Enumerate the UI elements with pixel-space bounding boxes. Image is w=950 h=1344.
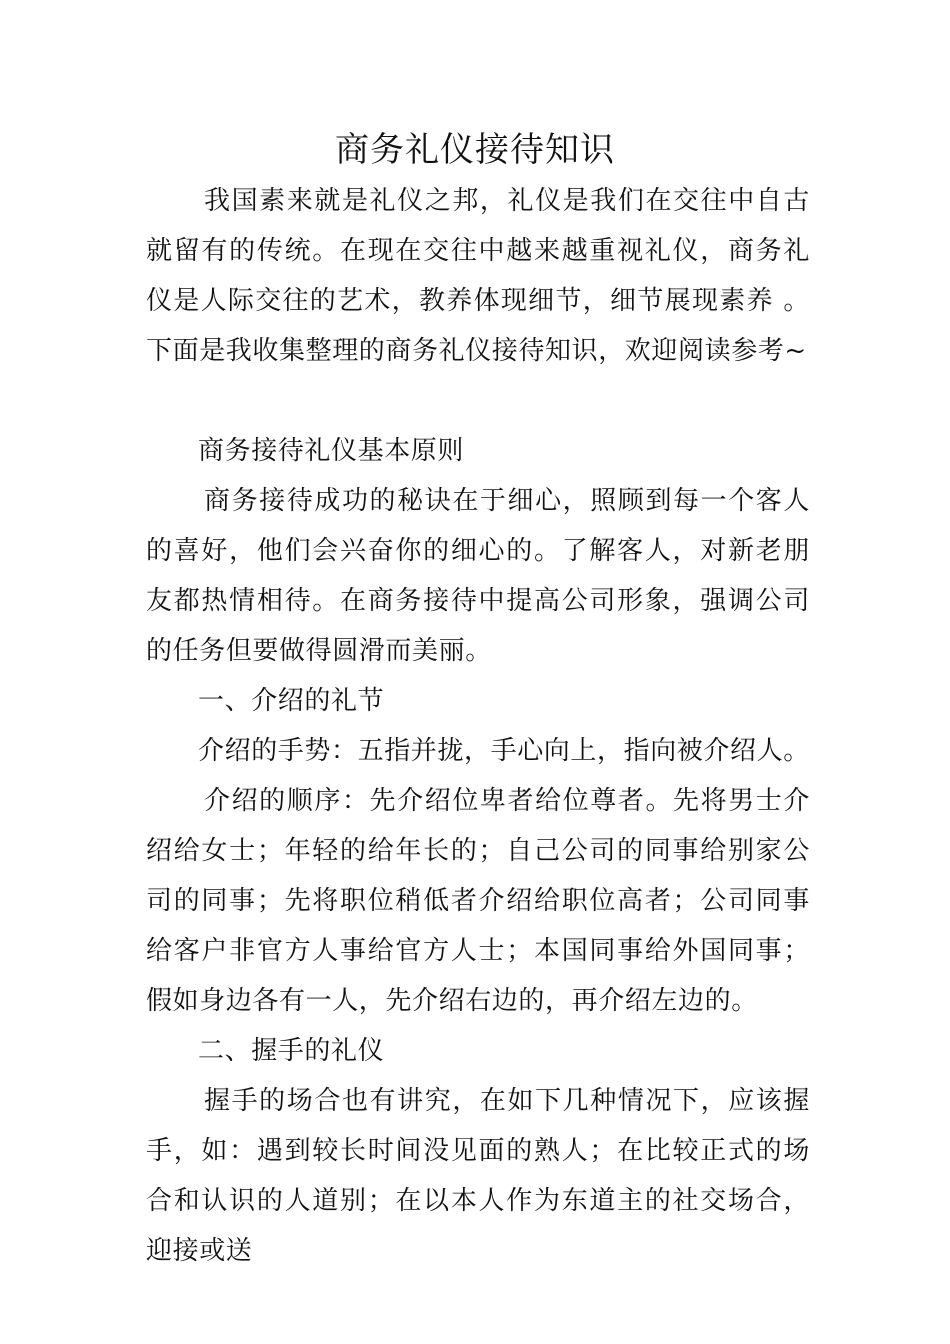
- paragraph-gap: [146, 376, 810, 426]
- document-body: [146, 176, 810, 1276]
- section-heading-principles: 商务接待礼仪基本原则: [198, 436, 465, 466]
- section-heading-handshake: 二、握手的礼仪: [198, 1036, 385, 1066]
- introduction-order-paragraph: 介绍的顺序：先介绍位卑者给位尊者。先将男士介绍给女士；年轻的给年长的；自己公司的同事给别家公司的同事；先将职位稍低者介绍给职位高者；公司同事给客户非官方人事给官方人士；本国同事给外国同事；假如身边各有一人，先介绍右边的，再介绍左边的。: [146, 786, 810, 1016]
- introduction-gesture-paragraph: 介绍的手势：五指并拢，手心向上，指向被介绍人。: [198, 736, 810, 766]
- intro-paragraph: 我国素来就是礼仪之邦，礼仪是我们在交往中自古就留有的传统。在现在交往中越来越重视礼仪，商务礼仪是人际交往的艺术，教养体现细节，细节展现素养 。下面是我收集整理的商务礼仪接待知识，欢迎阅读参考~: [146, 186, 810, 366]
- document-title: 商务礼仪接待知识: [335, 130, 615, 170]
- section-heading-introduction: 一、介绍的礼节: [198, 686, 385, 716]
- handshake-paragraph: 握手的场合也有讲究，在如下几种情况下，应该握手，如：遇到较长时间没见面的熟人；在比较正式的场合和认识的人道别；在以本人作为东道主的社交场合，迎接或送: [146, 1086, 810, 1266]
- principles-paragraph: 商务接待成功的秘诀在于细心，照顾到每一个客人的喜好，他们会兴奋你的细心的。了解客人，对新老朋友都热情相待。在商务接待中提高公司形象，强调公司的任务但要做得圆滑而美丽。: [146, 486, 810, 666]
